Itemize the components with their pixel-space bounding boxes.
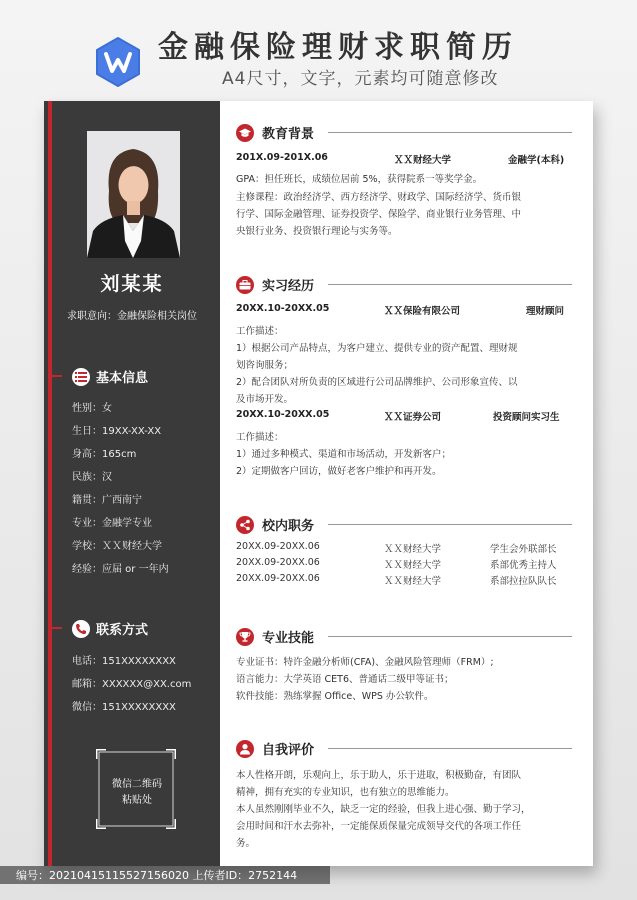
briefcase-icon [236, 276, 254, 294]
job-desc-line: 及市场开发。 [236, 394, 294, 405]
wps-logo-icon [92, 36, 144, 88]
phone-icon [72, 620, 90, 638]
job-desc-label: 工作描述： [236, 326, 284, 337]
campus-title: 校内职务 [262, 519, 315, 534]
self-eval-line: 务。 [236, 838, 256, 849]
trophy-icon [236, 628, 254, 646]
education-title: 教育背景 [262, 127, 315, 142]
job-desc-label: 工作描述： [236, 432, 284, 443]
campus-role: 学生会外联部长 [490, 544, 557, 555]
user-icon [236, 740, 254, 758]
self-eval-line: 本人虽然刚刚毕业不久，缺乏一定的经验，但我上进心强、勤于学习， [236, 804, 531, 815]
qr-line-1: 微信二维码 [112, 779, 162, 790]
education-school: ＸＸ财经大学 [394, 155, 452, 166]
campus-role: 系部优秀主持人 [490, 560, 557, 571]
qr-line-2: 粘贴处 [122, 795, 152, 806]
job-company: ＸＸ证券公司 [384, 412, 442, 423]
campus-school: ＸＸ财经大学 [384, 576, 442, 587]
self-eval-line: 精神，拥有充实的专业知识，也有独立的思维能力。 [236, 787, 455, 798]
self-eval-heading [236, 739, 314, 758]
job-company: ＸＸ保险有限公司 [384, 306, 461, 317]
self-eval-line: 会用时间和汗水去弥补，一定能保质保量完成领导交代的各项工作任 [236, 821, 522, 832]
job-desc-line: 1）通过多种模式、渠道和市场活动，开发新客户； [236, 449, 452, 460]
campus-date: 20XX.09-20XX.06 [236, 557, 320, 568]
campus-date: 20XX.09-20XX.06 [236, 541, 320, 552]
profile-photo [87, 131, 180, 258]
campus-school: ＸＸ财经大学 [384, 544, 442, 555]
job-role: 理财顾问 [526, 306, 565, 317]
job-desc-line: 2）配合团队对所负责的区域进行公司品牌维护、公司形象宣传、以 [236, 377, 518, 388]
info-height: 身高：165cm [72, 449, 137, 460]
page-title: 金融保险理财求职简历 [158, 30, 518, 65]
job-desc-line: 1）根据公司产品特点，为客户建立、提供专业的资产配置、理财规 [236, 343, 518, 354]
page-subtitle: A4尺寸，文字，元素均可随意修改 [222, 69, 499, 89]
self-eval-title: 自我评价 [262, 743, 315, 758]
contact-heading [72, 619, 148, 638]
info-birthday: 生日：19XX-XX-XX [72, 426, 162, 437]
section-divider [328, 284, 572, 285]
education-heading [236, 123, 314, 142]
section-divider [328, 748, 572, 749]
footer-id-text: 编号：20210415115527156020 上传者ID：2752144 [16, 869, 298, 882]
graduation-cap-icon [236, 124, 254, 142]
internship-heading [236, 275, 314, 294]
section-divider [328, 636, 572, 637]
contact-email: 邮箱：XXXXXX@XX.com [72, 679, 192, 690]
self-eval-line: 本人性格开朗，乐观向上，乐于助人，乐于进取，积极勤奋，有团队 [236, 770, 522, 781]
heading-bar [48, 627, 62, 629]
education-date: 201X.09-201X.06 [236, 152, 328, 163]
skill-line: 语言能力：大学英语 CET6、普通话二级甲等证书； [236, 674, 454, 685]
job-desc-line: 2）定期做客户回访，做好老客户维护和再开发。 [236, 466, 442, 477]
job-intent: 求职意向：金融保险相关岗位 [67, 311, 197, 322]
info-hometown: 籍贯：广西南宁 [72, 495, 142, 506]
contact-phone: 电话：151XXXXXXXX [72, 656, 176, 667]
section-divider [328, 132, 572, 133]
campus-role: 系部拉拉队队长 [490, 576, 557, 587]
info-ethnicity: 民族：汉 [72, 472, 112, 483]
avatar-icon [87, 131, 180, 258]
qr-placeholder-text [96, 777, 178, 809]
skills-heading [236, 627, 314, 646]
job-desc-line: 划咨询服务； [236, 360, 294, 371]
education-courses-line: 主修课程：政治经济学、西方经济学、财政学、国际经济学、货币银 [236, 192, 522, 203]
education-courses-line: 行学、国际金融管理、证券投资学、保险学、商业银行业务管理、中 [236, 209, 522, 220]
section-divider [328, 524, 572, 525]
campus-heading [236, 515, 314, 534]
education-major: 金融学(本科) [508, 155, 565, 166]
basic-info-title: 基本信息 [96, 371, 149, 386]
skill-line: 专业证书：特许金融分析师(CFA)、金融风险管理师（FRM）; [236, 657, 494, 668]
info-experience: 经验：应届 or 一年内 [72, 564, 169, 575]
skills-title: 专业技能 [262, 631, 315, 646]
internship-title: 实习经历 [262, 279, 315, 294]
campus-date: 20XX.09-20XX.06 [236, 573, 320, 584]
job-role: 投资顾问实习生 [493, 412, 560, 423]
heading-bar [48, 375, 62, 377]
basic-info-heading [72, 367, 148, 386]
contact-title: 联系方式 [96, 623, 149, 638]
job-date: 20XX.10-20XX.05 [236, 409, 330, 420]
contact-wechat: 微信：151XXXXXXXX [72, 702, 176, 713]
info-major: 专业：金融学专业 [72, 518, 152, 529]
info-school: 学校：ＸＸ财经大学 [72, 541, 162, 552]
education-gpa: GPA：担任班长，成绩位居前 5%，获得院系一等奖学金。 [236, 174, 483, 185]
candidate-name: 刘某某 [100, 273, 164, 295]
accent-stripe [48, 101, 52, 866]
skill-line: 软件技能：熟练掌握 Office、WPS 办公软件。 [236, 691, 434, 702]
list-icon [72, 368, 90, 386]
campus-school: ＸＸ财经大学 [384, 560, 442, 571]
info-gender: 性别：女 [72, 403, 112, 414]
resume-paper [44, 101, 593, 866]
job-date: 20XX.10-20XX.05 [236, 303, 330, 314]
share-icon [236, 516, 254, 534]
education-courses-line: 央银行业务、投资银行理论与实务等。 [236, 226, 398, 237]
